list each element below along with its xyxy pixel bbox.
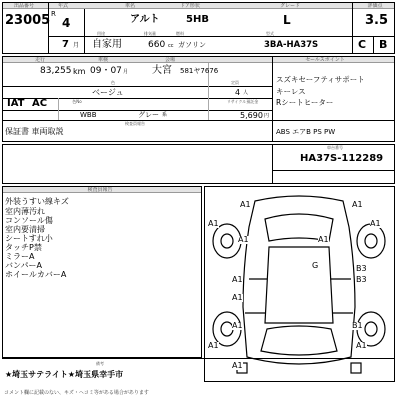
interior-grade: C [358,38,367,51]
damage-mark: A1 [352,200,363,209]
car-name: アルト [130,14,160,25]
damage-mark: A1 [232,321,243,330]
car-outline [205,187,394,381]
documents: 保証書 車両取説 [5,127,64,136]
header-model: 型式 [266,31,274,36]
header-score: 評価点 [367,3,383,9]
note-6: ミラーA [5,252,35,261]
damage-mark: A1 [232,361,243,370]
note-0: 外装うすい線キズ [5,197,69,206]
damage-mark: A1 [240,200,251,209]
note-8: ホイールカバーA [5,270,67,279]
mileage-unit: km [73,67,86,76]
header-inspection: 車検 [97,57,108,63]
header-price: リサイクル預託金 [226,99,259,104]
recycle-unit: 円 [264,113,270,119]
header-color-no: 色No [72,99,82,104]
remarks-header: 備考 [96,361,104,366]
header-fuel: 燃料 [176,31,184,36]
venue: 大宮 [152,65,172,76]
header-lot-no: 出品番号 [13,3,34,9]
recycle-fee: 5,690 [240,111,263,120]
notes-header: 検査員報告 [87,187,113,193]
transmission: IAT [7,98,25,109]
lot-number: 23005 [5,13,51,28]
use: 自家用 [92,39,122,50]
damage-mark: A1 [356,341,367,350]
note-1: 室内薄汚れ [5,207,45,216]
damage-mark: B3 [356,275,367,284]
header-venue: 会場 [164,57,175,63]
header-use: 用途 [97,31,105,36]
header-body-no: 車台番号 [327,145,343,150]
damage-mark: A1 [370,219,381,228]
note-3: 室内要清掃 [5,225,45,234]
grade: L [283,13,291,27]
note-5: タッチP禁 [5,243,42,252]
inspection: 09・07 [90,66,122,76]
selling-point-0: スズキセーフティサポート [276,75,365,84]
header-displacement: 排気量 [144,31,156,36]
note-7: バンパーA [5,261,42,270]
damage-mark: A1 [208,219,219,228]
fuel: ガソリン [178,41,206,49]
model: 3BA-HA37S [264,40,319,50]
color-name: グレー [138,111,159,119]
note-4: シートすれ小 [5,234,53,243]
damage-mark: A1 [232,275,243,284]
header-capacity: 定員 [231,80,239,85]
header-mileage: 走行 [34,57,45,63]
header-equipment: セールスポイント [305,57,345,63]
venue-code: 581ヤ7676 [180,67,219,75]
year-value: 4 [62,16,71,30]
remarks: ★埼玉サテライト★埼玉県幸手市 [5,370,124,379]
color-suffix: 系 [162,112,168,118]
damage-mark: B3 [356,264,367,273]
displacement-unit: cc [168,43,174,49]
month-value: 7 [62,39,69,50]
header-car-name: 車名 [124,3,135,9]
door-type: 5HB [186,14,209,25]
damage-mark: A1 [208,341,219,350]
selling-point-2: Rシートヒーター [276,98,334,107]
capacity: 4 [235,88,241,97]
header-doors: ドア形状 [180,3,200,9]
damage-mark: B1 [352,321,363,330]
era: R [51,10,56,18]
header-grade: グレード [279,3,300,9]
mileage: 83,255 [40,66,72,76]
damage-mark: A1 [318,235,329,244]
ac: AC [32,98,48,109]
header-year: 年式 [57,3,68,9]
header-color: 色 [111,80,115,85]
header-notes: 検査員報告 [125,121,145,126]
month-unit: 月 [73,42,80,49]
options: ABS エアB PS PW [276,128,336,136]
footer-note: コメント欄に記載のない、キズ・ヘコミ等がある場合があります [4,390,149,396]
exterior-grade: B [379,38,388,51]
damage-mark: A1 [232,293,243,302]
damage-mark: G [312,261,319,270]
color: ベージュ [92,88,124,97]
selling-point-1: キーレス [276,87,306,96]
damage-mark: A1 [238,235,249,244]
car-diagram [204,186,395,382]
capacity-unit: 人 [243,90,249,96]
color-code: WBB [80,111,97,119]
body-number: HA37S-112289 [300,153,384,164]
note-2: コンソール傷 [5,216,53,225]
score: 3.5 [365,13,389,28]
displacement: 660 [148,40,166,50]
inspection-unit: 月 [123,69,129,75]
